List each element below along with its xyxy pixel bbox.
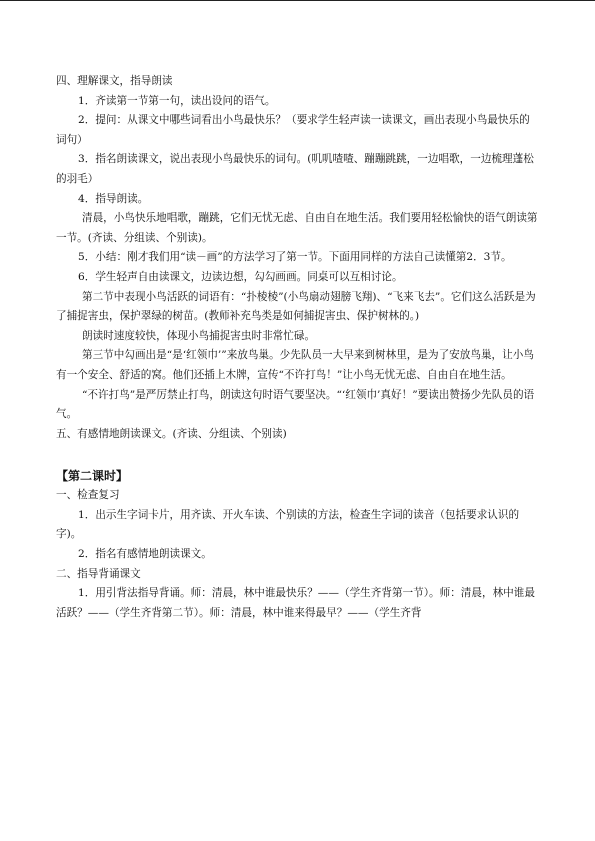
lesson-2-section-1-item-1: 1．出示生字词卡片，用齐读、开火车读、个别读的方法，检查生字词的读音（包括要求认识的字)。: [56, 508, 520, 541]
section-4-item-4: 4．指导朗读。: [78, 192, 149, 205]
lesson-2-section-2-heading: 二、指导背诵课文: [56, 567, 141, 580]
paragraph-section-3: 第三节中勾画出是“是‘红领巾’”来放鸟巢。少先队员一大早来到树林里，是为了安放鸟巢，让小鸟有一个安全、舒适的窝。他们还插上木牌，宣传“不许打鸟！”让小鸟无忧无虑、自由自在地生活。: [56, 349, 534, 381]
section-4-item-5: 5．小结：刚才我们用“读－画”的方法学习了第一节。下面用同样的方法自己读懂第2．3节。: [78, 251, 512, 264]
lesson-2-title: 【第二课时】: [56, 469, 129, 484]
paragraph-read-fast: 朗读时速度较快，体现小鸟捕捉害虫时非常忙碌。: [82, 329, 316, 342]
section-5-heading: 五、有感情地朗读课文。(齐读、分组读、个别读): [56, 427, 287, 440]
paragraph-no-shoot: “不许打鸟”是严厉禁止打鸟，朗读这句时语气要坚决。“‘红领巾’真好！”要读出赞扬少先队员的语气。: [56, 388, 535, 421]
top-border-line: [0, 0, 595, 1]
section-4-item-3: 3．指名朗读课文，说出表现小鸟最快乐的词句。(叽叽喳喳、蹦蹦跳跳，一边唱歌，一边梳理蓬松的羽毛）: [56, 153, 534, 185]
section-4-item-4-detail: 清晨，小鸟快乐地唱歌，蹦跳，它们无忧无虑、自由自在地生活。我们要用轻松愉快的语气朗读第一节。(齐读、分组读、个别读)。: [56, 212, 538, 244]
lesson-2-section-1-heading: 一、检查复习: [56, 489, 120, 502]
section-4-item-6: 6．学生轻声自由读课文，边读边想，勾勾画画。同桌可以互相讨论。: [78, 270, 403, 283]
section-4-heading: 四、理解课文，指导朗读: [56, 75, 173, 87]
document-body: [56, 72, 538, 623]
lesson-2-section-2-item-1: 1．用引背法指导背诵。师：清晨，林中谁最快乐？——（学生齐背第一节）。师：清晨，林中谁最活跃？——（学生齐背第二节）。师：清晨，林中谁来得最早？——（学生齐背: [56, 587, 535, 619]
paragraph-section-2: 第二节中表现小鸟活跃的词语有：“扑棱棱”(小鸟扇动翅膀飞翔)、“飞来飞去”。它们这么活跃是为了捕捉害虫，保护翠绿的树苗。(教师补充鸟类是如何捕捉害虫、保护树林的。): [56, 290, 536, 323]
section-4-item-1: 1．齐读第一节第一句，读出设问的语气。: [78, 94, 276, 107]
section-4-item-2: 2．提问：从课文中哪些词看出小鸟最快乐？（要求学生轻声读一读课文，画出表现小鸟最快乐的词句）: [56, 114, 530, 146]
lesson-2-section-1-item-2: 2．指名有感情地朗读课文。: [78, 548, 212, 561]
